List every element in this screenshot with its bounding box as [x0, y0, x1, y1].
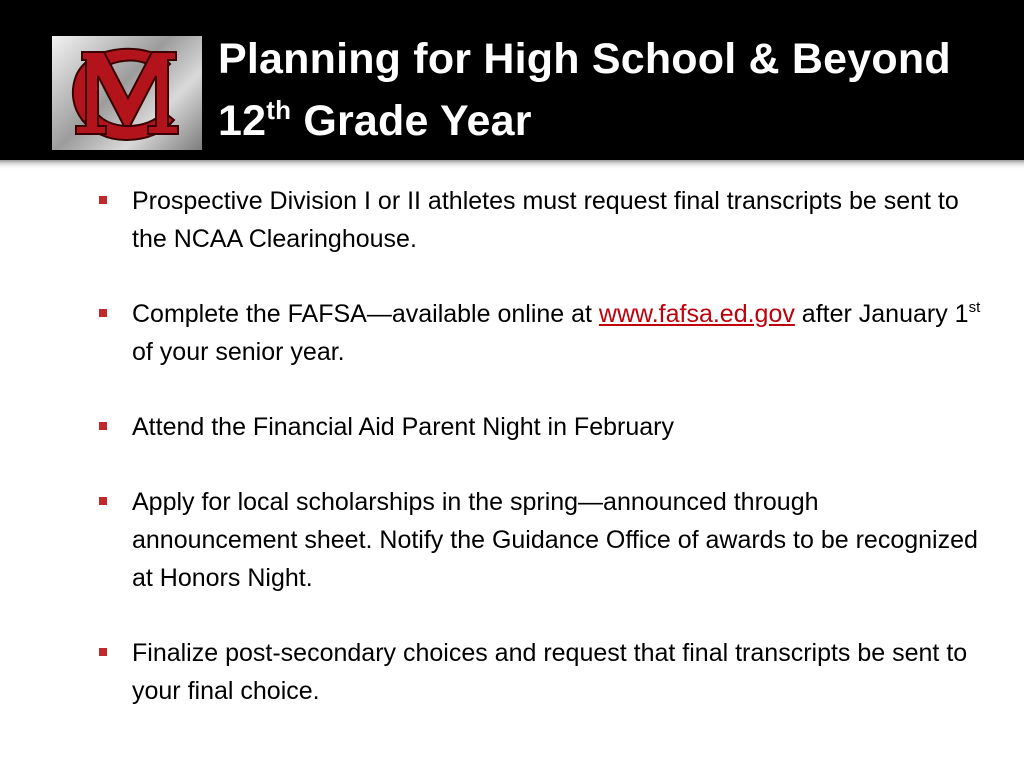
slide-title: [218, 28, 1008, 152]
bullet-item-parent-night: [96, 408, 986, 446]
school-logo: [52, 36, 202, 150]
header-divider: [0, 160, 1024, 169]
bullet-text-after-link: after January 1: [794, 300, 969, 328]
bullet-list: [96, 182, 986, 747]
square-bullet-icon: [99, 497, 107, 505]
bullet-item-fafsa: [96, 295, 986, 371]
square-bullet-icon: [99, 309, 107, 317]
title-line-1: Planning for High School & Beyond: [218, 35, 951, 83]
title-grade-number: 12: [218, 97, 267, 145]
bullet-text: Attend the Financial Aid Parent Night in February: [132, 413, 674, 441]
square-bullet-icon: [99, 196, 107, 204]
square-bullet-icon: [99, 422, 107, 430]
title-line-2: [218, 90, 1008, 152]
bullet-item-ncaa: [96, 182, 986, 258]
fafsa-link[interactable]: www.fafsa.ed.gov: [598, 300, 795, 328]
bullet-text-before-link: Complete the FAFSA—available online at: [132, 300, 599, 328]
title-grade-superscript: th: [266, 95, 292, 125]
bullet-item-finalize: [96, 634, 986, 710]
title-grade-rest: Grade Year: [291, 97, 532, 145]
ordinal-superscript: st: [968, 299, 981, 316]
square-bullet-icon: [99, 648, 107, 656]
bullet-text: Apply for local scholarships in the spring—announced through announcement sheet. Notify the Guidance Office of awards to be recognized at Honors Night.: [132, 488, 978, 592]
bullet-item-scholarships: [96, 483, 986, 597]
bullet-text: Finalize post-secondary choices and request that final transcripts be sent to your final choice.: [132, 639, 968, 705]
bullet-text-end: of your senior year.: [132, 338, 345, 366]
bullet-text: Prospective Division I or II athletes must request final transcripts be sent to the NCAA Clearinghouse.: [132, 187, 959, 253]
